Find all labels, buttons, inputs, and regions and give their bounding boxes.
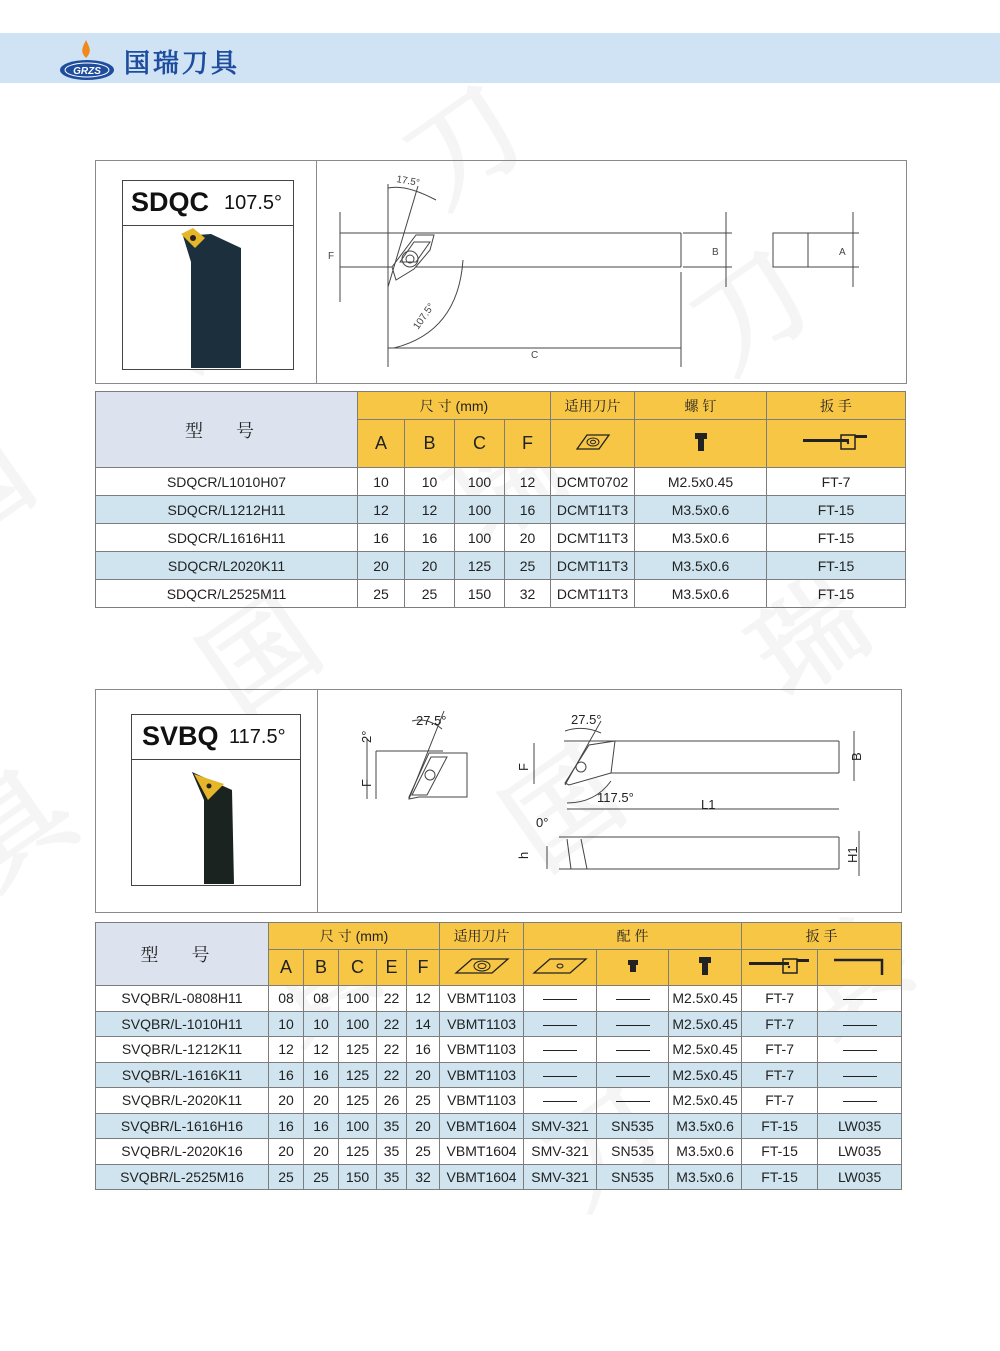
svbq-label-h1: H1 [845,846,860,863]
svbq-header-insert: 适用刀片 [440,923,524,950]
cell-b: 12 [304,1037,339,1063]
svbq-label-f-large: F [516,763,531,771]
cell-model: SDQCR/L2020K11 [96,552,358,580]
cell-shim: SMV-321 [524,1139,597,1165]
dash-mark [843,1076,877,1077]
cell-insert: VBMT1103 [440,986,524,1012]
sdqc-label-main-angle: 107.5° [411,301,438,332]
table-row [96,524,906,552]
table-row [96,1037,902,1063]
sdqc-header-col-b: B [405,420,455,468]
svbq-header-col-b: B [304,950,339,986]
table-row [96,1088,902,1114]
cell-shim [524,1011,597,1037]
cell-model: SVQBR/L-1616H16 [96,1113,269,1139]
cell-e: 22 [377,1011,407,1037]
cell-e: 22 [377,986,407,1012]
dash-mark [543,1025,577,1026]
insert-icon [440,950,524,986]
watermark-char [0,740,101,912]
cell-f: 32 [505,580,551,608]
cell-f: 25 [407,1139,440,1165]
cell-c: 100 [455,524,505,552]
cell-e: 35 [377,1139,407,1165]
cell-model: SVQBR/L-0808H11 [96,986,269,1012]
cell-wrench: FT-15 [767,524,906,552]
dash-mark [543,1050,577,1051]
sdqc-header-model: 型 号 [96,392,358,468]
cell-b: 16 [304,1113,339,1139]
cell-a: 16 [358,524,405,552]
cell-c: 125 [339,1088,377,1114]
svbq-header-col-e: E [377,950,407,986]
cell-wrench: FT-7 [767,468,906,496]
svbq-model-angle: 117.5° [229,726,286,748]
cell-c: 125 [455,552,505,580]
cell-model: SVQBR/L-1212K11 [96,1037,269,1063]
sdqc-spec-table [95,391,906,608]
cell-e: 35 [377,1164,407,1190]
cell-f: 14 [407,1011,440,1037]
cell-f: 12 [505,468,551,496]
cell-wrench: FT-15 [767,580,906,608]
cell-screw: M2.5x0.45 [669,1011,742,1037]
sdqc-label-top-angle: 17.5° [395,174,421,190]
svbq-label-angle3: 27.5° [571,712,602,727]
sdqc-label-c: C [531,350,539,361]
cell-b: 10 [405,468,455,496]
cell-f: 20 [407,1062,440,1088]
table-row [96,986,902,1012]
sdqc-card-title [123,181,293,226]
sdqc-label-a: A [839,247,846,258]
cell-shim: SMV-321 [524,1164,597,1190]
cell-screw: M2.5x0.45 [635,468,767,496]
svbq-header-col-f: F [407,950,440,986]
cell-shim-screw [597,986,669,1012]
cell-model: SDQCR/L1212H11 [96,496,358,524]
cell-model: SVQBR/L-2020K11 [96,1088,269,1114]
cell-hex-key: LW035 [818,1113,902,1139]
cell-c: 100 [339,1011,377,1037]
svbq-tool-photo [132,760,300,884]
sdqc-header-insert: 适用刀片 [551,392,635,420]
svbq-label-zero: 0° [536,815,549,830]
cell-insert: VBMT1604 [440,1139,524,1165]
table-row [96,580,906,608]
sdqc-label-f: F [328,251,335,262]
cell-b: 20 [304,1139,339,1165]
cell-b: 08 [304,986,339,1012]
cell-b: 20 [405,552,455,580]
svg-text:GRZS: GRZS [73,66,101,77]
cell-f: 16 [407,1037,440,1063]
sdqc-model-name: SDQC [131,187,210,217]
cell-a: 20 [358,552,405,580]
cell-model: SDQCR/L1010H07 [96,468,358,496]
cell-shim-screw: SN535 [597,1164,669,1190]
cell-model: SVQBR/L-1616K11 [96,1062,269,1088]
sdqc-header-col-f: F [505,420,551,468]
cell-a: 12 [269,1037,304,1063]
cell-screw: M2.5x0.45 [669,1088,742,1114]
cell-wrench: FT-7 [742,1088,818,1114]
hex-key-icon [818,950,902,986]
table-row [96,1062,902,1088]
dash-mark [543,1101,577,1102]
cell-wrench: FT-15 [742,1164,818,1190]
cell-f: 16 [505,496,551,524]
cell-c: 100 [455,468,505,496]
dash-mark [616,1101,650,1102]
sdqc-header-wrench: 扳 手 [767,392,906,420]
svbq-label-angle4: 117.5° [597,790,634,805]
dash-mark [543,999,577,1000]
cell-insert: VBMT1103 [440,1088,524,1114]
cell-b: 12 [405,496,455,524]
cell-shim [524,1037,597,1063]
svbq-header-wrench: 扳 手 [742,923,902,950]
screw-icon [635,420,767,468]
shim-icon [524,950,597,986]
cell-wrench: FT-15 [742,1113,818,1139]
cell-wrench: FT-15 [767,552,906,580]
svbq-figure-divider [317,689,318,912]
cell-a: 08 [269,986,304,1012]
svbq-spec-table [95,922,902,1190]
dash-mark [616,1025,650,1026]
cell-screw: M3.5x0.6 [635,552,767,580]
table-row [96,468,906,496]
svbq-header-model: 型 号 [96,923,269,986]
cell-shim-screw [597,1037,669,1063]
cell-shim-screw: SN535 [597,1113,669,1139]
svbq-label-f-small: F [359,779,374,787]
cell-f: 25 [407,1088,440,1114]
dash-mark [616,1050,650,1051]
sdqc-product-card [122,180,294,370]
cell-wrench: FT-7 [742,1062,818,1088]
cell-e: 26 [377,1088,407,1114]
cell-hex-key: LW035 [818,1164,902,1190]
cell-screw: M3.5x0.6 [669,1164,742,1190]
insert-icon [551,420,635,468]
brand-name: 国瑞刀具 [124,49,241,79]
wrench-icon [767,420,906,468]
cell-insert: DCMT11T3 [551,580,635,608]
cell-f: 12 [407,986,440,1012]
cell-screw: M3.5x0.6 [635,580,767,608]
svbq-model-name: SVBQ [142,721,219,751]
cell-model: SDQCR/L2525M11 [96,580,358,608]
cell-shim-screw [597,1062,669,1088]
svbq-label-angle2: 2° [359,730,374,743]
table-row [96,496,906,524]
cell-shim [524,1088,597,1114]
cell-c: 125 [339,1139,377,1165]
cell-a: 16 [269,1062,304,1088]
dash-mark [843,1025,877,1026]
cell-insert: DCMT11T3 [551,524,635,552]
cell-f: 25 [505,552,551,580]
sdqc-header-screw: 螺 钉 [635,392,767,420]
sdqc-label-b: B [712,247,719,258]
cell-c: 100 [339,986,377,1012]
cell-shim-screw [597,1011,669,1037]
cell-screw: M2.5x0.45 [669,1062,742,1088]
cell-shim-screw: SN535 [597,1139,669,1165]
cell-a: 25 [358,580,405,608]
cell-wrench: FT-15 [767,496,906,524]
cell-c: 125 [339,1037,377,1063]
cell-insert: VBMT1103 [440,1037,524,1063]
cell-model: SVQBR/L-1010H11 [96,1011,269,1037]
cell-screw: M3.5x0.6 [669,1139,742,1165]
svbq-technical-drawing [319,691,899,909]
cell-screw: M2.5x0.45 [669,986,742,1012]
cell-screw: M3.5x0.6 [669,1113,742,1139]
cell-model: SDQCR/L1616H11 [96,524,358,552]
svbq-label-b: B [849,752,864,761]
dash-mark [843,999,877,1000]
cell-e: 22 [377,1037,407,1063]
cell-hex-key [818,1062,902,1088]
svbq-header-col-a: A [269,950,304,986]
cell-model: SVQBR/L-2020K16 [96,1139,269,1165]
cell-shim-screw [597,1088,669,1114]
cell-insert: VBMT1604 [440,1113,524,1139]
cell-insert: DCMT11T3 [551,552,635,580]
dash-mark [543,1076,577,1077]
cell-wrench: FT-7 [742,1011,818,1037]
cell-wrench: FT-7 [742,1037,818,1063]
wrench-icon [742,950,818,986]
cell-c: 125 [339,1062,377,1088]
table-row [96,552,906,580]
cell-insert: DCMT0702 [551,468,635,496]
cell-hex-key [818,1011,902,1037]
cell-e: 22 [377,1062,407,1088]
svbq-header-dims: 尺 寸 (mm) [269,923,440,950]
cell-insert: DCMT11T3 [551,496,635,524]
svbq-header-col-c: C [339,950,377,986]
table-row [96,1113,902,1139]
cell-a: 20 [269,1139,304,1165]
cell-screw: M3.5x0.6 [635,496,767,524]
dash-mark [843,1101,877,1102]
table-row [96,1164,902,1190]
cell-hex-key: LW035 [818,1139,902,1165]
cell-b: 16 [405,524,455,552]
sdqc-figure-divider [316,160,317,383]
cell-insert: VBMT1604 [440,1164,524,1190]
cell-b: 25 [304,1164,339,1190]
cell-shim [524,1062,597,1088]
cell-insert: VBMT1103 [440,1011,524,1037]
cell-c: 150 [455,580,505,608]
table-row [96,1011,902,1037]
cell-shim [524,986,597,1012]
svbq-label-l1: L1 [701,797,716,812]
cell-hex-key [818,986,902,1012]
svbq-label-h: h [516,851,531,859]
sdqc-model-angle: 107.5° [224,192,283,214]
cell-screw: M3.5x0.6 [635,524,767,552]
sdqc-technical-drawing [318,162,903,382]
cell-f: 20 [505,524,551,552]
svbq-label-angle1: 27.5° [416,713,447,728]
cell-c: 100 [339,1113,377,1139]
cell-a: 10 [269,1011,304,1037]
brand-logo [58,38,118,82]
cell-hex-key [818,1037,902,1063]
svbq-product-card [131,714,301,886]
cell-hex-key [818,1088,902,1114]
cell-b: 10 [304,1011,339,1037]
svbq-card-title [132,715,300,760]
cell-b: 20 [304,1088,339,1114]
svbq-table-body [96,986,902,1190]
cell-wrench: FT-7 [742,986,818,1012]
sdqc-tool-photo [123,226,293,368]
watermark-char [0,406,56,575]
cell-e: 35 [377,1113,407,1139]
cell-wrench: FT-15 [742,1139,818,1165]
svbq-header-parts: 配 件 [524,923,742,950]
cell-b: 25 [405,580,455,608]
sdqc-header-dims: 尺 寸 (mm) [358,392,551,420]
cell-a: 12 [358,496,405,524]
cell-screw: M2.5x0.45 [669,1037,742,1063]
dash-mark [843,1050,877,1051]
cell-f: 20 [407,1113,440,1139]
sdqc-header-col-c: C [455,420,505,468]
cell-a: 20 [269,1088,304,1114]
cell-c: 100 [455,496,505,524]
cell-a: 25 [269,1164,304,1190]
table-row [96,1139,902,1165]
screw-icon [669,950,742,986]
dash-mark [616,999,650,1000]
cell-c: 150 [339,1164,377,1190]
cell-f: 32 [407,1164,440,1190]
cell-a: 16 [269,1113,304,1139]
cell-model: SVQBR/L-2525M16 [96,1164,269,1190]
sdqc-header-col-a: A [358,420,405,468]
cell-b: 16 [304,1062,339,1088]
shim-screw-icon [597,950,669,986]
cell-a: 10 [358,468,405,496]
dash-mark [616,1076,650,1077]
cell-insert: VBMT1103 [440,1062,524,1088]
cell-shim: SMV-321 [524,1113,597,1139]
